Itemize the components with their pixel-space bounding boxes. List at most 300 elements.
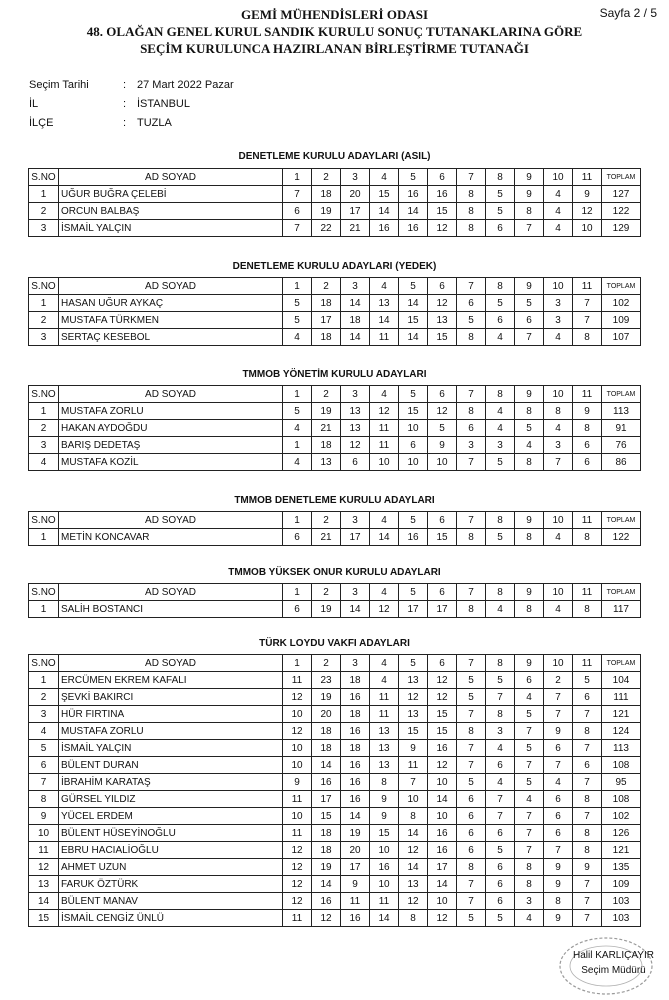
header-name: AD SOYAD — [59, 655, 283, 672]
table-row — [29, 203, 641, 220]
meta-value: İSTANBUL — [137, 98, 190, 110]
vote-count: 13 — [399, 672, 428, 689]
vote-count: 7 — [544, 757, 573, 774]
vote-count: 12 — [428, 403, 457, 420]
vote-count: 18 — [312, 437, 341, 454]
vote-count: 14 — [428, 876, 457, 893]
vote-count: 18 — [341, 740, 370, 757]
vote-count: 4 — [544, 601, 573, 618]
vote-count: 16 — [428, 825, 457, 842]
vote-count: 5 — [486, 842, 515, 859]
table-row — [29, 220, 641, 237]
vote-count: 7 — [573, 740, 602, 757]
header-sno: S.NO — [29, 512, 59, 529]
vote-count: 5 — [283, 295, 312, 312]
header-col-1: 1 — [283, 655, 312, 672]
vote-count: 8 — [515, 529, 544, 546]
vote-count: 13 — [428, 312, 457, 329]
vote-count: 15 — [370, 186, 399, 203]
vote-total: 121 — [602, 706, 641, 723]
vote-count: 19 — [312, 859, 341, 876]
vote-count: 4 — [544, 203, 573, 220]
vote-count: 5 — [457, 774, 486, 791]
vote-total: 109 — [602, 312, 641, 329]
vote-count: 4 — [486, 403, 515, 420]
vote-total: 108 — [602, 757, 641, 774]
vote-count: 14 — [341, 808, 370, 825]
vote-count: 10 — [283, 706, 312, 723]
vote-count: 23 — [312, 672, 341, 689]
vote-count: 5 — [457, 910, 486, 927]
vote-count: 16 — [312, 774, 341, 791]
table-row — [29, 403, 641, 420]
vote-count: 13 — [341, 420, 370, 437]
header-col-3: 3 — [341, 169, 370, 186]
vote-count: 8 — [573, 529, 602, 546]
vote-count: 12 — [428, 295, 457, 312]
vote-count: 13 — [399, 876, 428, 893]
vote-count: 8 — [399, 808, 428, 825]
vote-count: 18 — [341, 312, 370, 329]
header-col-1: 1 — [283, 512, 312, 529]
vote-count: 7 — [399, 774, 428, 791]
vote-count: 12 — [428, 689, 457, 706]
header-col-11: 11 — [573, 169, 602, 186]
vote-count: 4 — [544, 774, 573, 791]
row-number: 2 — [29, 203, 59, 220]
vote-count: 6 — [486, 876, 515, 893]
vote-count: 16 — [428, 842, 457, 859]
header-col-3: 3 — [341, 278, 370, 295]
results-table — [28, 168, 641, 237]
vote-count: 9 — [370, 808, 399, 825]
vote-count: 13 — [399, 706, 428, 723]
vote-count: 16 — [312, 893, 341, 910]
vote-count: 9 — [544, 859, 573, 876]
vote-count: 14 — [399, 295, 428, 312]
vote-count: 4 — [486, 774, 515, 791]
header-col-6: 6 — [428, 584, 457, 601]
row-number: 1 — [29, 186, 59, 203]
vote-count: 6 — [486, 859, 515, 876]
vote-count: 4 — [515, 437, 544, 454]
vote-count: 14 — [370, 910, 399, 927]
vote-count: 16 — [341, 723, 370, 740]
vote-count: 8 — [573, 723, 602, 740]
vote-count: 10 — [428, 454, 457, 471]
vote-count: 5 — [283, 403, 312, 420]
vote-count: 11 — [370, 689, 399, 706]
table-header-row — [29, 278, 641, 295]
row-number: 2 — [29, 420, 59, 437]
vote-count: 14 — [370, 312, 399, 329]
vote-count: 4 — [515, 791, 544, 808]
candidate-name: MUSTAFA KOZİL — [59, 454, 283, 471]
header-col-11: 11 — [573, 655, 602, 672]
row-number: 9 — [29, 808, 59, 825]
vote-count: 10 — [283, 757, 312, 774]
vote-count: 19 — [312, 403, 341, 420]
candidate-name: UĞUR BUĞRA ÇELEBİ — [59, 186, 283, 203]
vote-count: 8 — [515, 859, 544, 876]
candidate-name: MUSTAFA ZORLU — [59, 723, 283, 740]
vote-count: 11 — [370, 437, 399, 454]
table-row — [29, 689, 641, 706]
row-number: 4 — [29, 454, 59, 471]
header-col-7: 7 — [457, 386, 486, 403]
vote-count: 6 — [457, 842, 486, 859]
header-total: TOPLAM — [602, 584, 641, 601]
header-col-10: 10 — [544, 169, 573, 186]
header-col-2: 2 — [312, 655, 341, 672]
vote-count: 6 — [486, 220, 515, 237]
table-header-row — [29, 584, 641, 601]
meta-colon: : — [123, 98, 127, 110]
header-col-5: 5 — [399, 386, 428, 403]
row-number: 7 — [29, 774, 59, 791]
vote-count: 9 — [544, 876, 573, 893]
header-sno: S.NO — [29, 386, 59, 403]
vote-count: 12 — [283, 723, 312, 740]
vote-count: 4 — [544, 220, 573, 237]
header-total: TOPLAM — [602, 278, 641, 295]
vote-count: 5 — [515, 774, 544, 791]
table-row — [29, 672, 641, 689]
meta-colon: : — [123, 79, 127, 91]
vote-count: 18 — [312, 825, 341, 842]
vote-count: 10 — [399, 791, 428, 808]
vote-count: 7 — [544, 454, 573, 471]
vote-count: 21 — [312, 529, 341, 546]
vote-count: 12 — [370, 403, 399, 420]
header-col-11: 11 — [573, 278, 602, 295]
header-total: TOPLAM — [602, 169, 641, 186]
vote-count: 4 — [515, 689, 544, 706]
header-col-4: 4 — [370, 386, 399, 403]
header-name: AD SOYAD — [59, 278, 283, 295]
vote-count: 9 — [399, 740, 428, 757]
vote-count: 5 — [486, 910, 515, 927]
candidate-name: YÜCEL ERDEM — [59, 808, 283, 825]
vote-count: 9 — [515, 186, 544, 203]
vote-count: 7 — [457, 740, 486, 757]
header-col-3: 3 — [341, 512, 370, 529]
header-col-8: 8 — [486, 386, 515, 403]
vote-count: 12 — [428, 220, 457, 237]
section-title: TÜRK LOYDU VAKFI ADAYLARI — [259, 638, 410, 649]
vote-count: 1 — [283, 437, 312, 454]
candidate-name: BARIŞ DEDETAŞ — [59, 437, 283, 454]
table-row — [29, 295, 641, 312]
row-number: 14 — [29, 893, 59, 910]
row-number: 4 — [29, 723, 59, 740]
vote-count: 18 — [312, 723, 341, 740]
vote-count: 7 — [486, 791, 515, 808]
vote-count: 19 — [312, 689, 341, 706]
row-number: 1 — [29, 403, 59, 420]
vote-count: 16 — [370, 859, 399, 876]
vote-total: 107 — [602, 329, 641, 346]
vote-count: 5 — [486, 203, 515, 220]
vote-count: 10 — [283, 808, 312, 825]
header-col-11: 11 — [573, 386, 602, 403]
vote-count: 8 — [573, 791, 602, 808]
header-col-1: 1 — [283, 386, 312, 403]
section-title: TMMOB YÖNETİM KURULU ADAYLARI — [242, 369, 427, 380]
vote-count: 8 — [544, 403, 573, 420]
header-name: AD SOYAD — [59, 584, 283, 601]
vote-total: 91 — [602, 420, 641, 437]
vote-count: 6 — [544, 740, 573, 757]
table-row — [29, 601, 641, 618]
vote-count: 10 — [428, 893, 457, 910]
candidate-name: EBRU HACIALİOĞLU — [59, 842, 283, 859]
vote-count: 11 — [370, 893, 399, 910]
vote-count: 13 — [312, 454, 341, 471]
vote-count: 6 — [457, 808, 486, 825]
header-col-1: 1 — [283, 169, 312, 186]
candidate-name: FARUK ÖZTÜRK — [59, 876, 283, 893]
vote-count: 14 — [370, 203, 399, 220]
vote-total: 104 — [602, 672, 641, 689]
candidate-name: GÜRSEL YILDIZ — [59, 791, 283, 808]
header-col-3: 3 — [341, 584, 370, 601]
vote-count: 6 — [515, 312, 544, 329]
vote-count: 9 — [573, 403, 602, 420]
vote-count: 7 — [283, 186, 312, 203]
vote-count: 8 — [515, 203, 544, 220]
header-col-6: 6 — [428, 169, 457, 186]
candidate-name: ORCUN BALBAŞ — [59, 203, 283, 220]
vote-count: 6 — [515, 672, 544, 689]
results-table — [28, 583, 641, 618]
vote-count: 8 — [457, 186, 486, 203]
section-title: TMMOB DENETLEME KURULU ADAYLARI — [234, 495, 435, 506]
results-table — [28, 385, 641, 471]
header-col-10: 10 — [544, 655, 573, 672]
table-row — [29, 437, 641, 454]
vote-count: 8 — [573, 601, 602, 618]
candidate-name: ŞEVKİ BAKIRCI — [59, 689, 283, 706]
candidate-name: SALİH BOSTANCI — [59, 601, 283, 618]
vote-total: 102 — [602, 808, 641, 825]
vote-count: 14 — [341, 329, 370, 346]
header-col-9: 9 — [515, 169, 544, 186]
doc-title: SEÇİM KURULUNCA HAZIRLANAN BİRLEŞTİRME TUTANAĞI — [140, 41, 529, 56]
vote-count: 8 — [457, 601, 486, 618]
vote-count: 13 — [370, 740, 399, 757]
row-number: 10 — [29, 825, 59, 842]
vote-count: 12 — [283, 893, 312, 910]
vote-count: 15 — [428, 529, 457, 546]
vote-count: 16 — [341, 757, 370, 774]
vote-count: 10 — [428, 774, 457, 791]
vote-count: 7 — [457, 454, 486, 471]
meta-label: İLÇE — [29, 117, 54, 129]
header-name: AD SOYAD — [59, 169, 283, 186]
vote-count: 12 — [283, 689, 312, 706]
vote-count: 18 — [341, 672, 370, 689]
vote-count: 14 — [370, 529, 399, 546]
vote-total: 117 — [602, 601, 641, 618]
vote-count: 5 — [515, 706, 544, 723]
vote-count: 11 — [370, 420, 399, 437]
vote-count: 18 — [341, 706, 370, 723]
candidate-name: MUSTAFA TÜRKMEN — [59, 312, 283, 329]
vote-count: 6 — [486, 893, 515, 910]
table-row — [29, 774, 641, 791]
vote-count: 8 — [486, 706, 515, 723]
vote-count: 15 — [399, 312, 428, 329]
vote-count: 14 — [312, 757, 341, 774]
header-col-4: 4 — [370, 169, 399, 186]
candidate-name: BÜLENT DURAN — [59, 757, 283, 774]
vote-count: 8 — [573, 825, 602, 842]
vote-count: 11 — [370, 706, 399, 723]
vote-count: 14 — [341, 601, 370, 618]
vote-count: 12 — [283, 859, 312, 876]
vote-count: 16 — [399, 186, 428, 203]
row-number: 6 — [29, 757, 59, 774]
vote-count: 17 — [312, 791, 341, 808]
vote-total: 86 — [602, 454, 641, 471]
header-col-11: 11 — [573, 512, 602, 529]
row-number: 1 — [29, 672, 59, 689]
header-col-9: 9 — [515, 655, 544, 672]
candidate-name: İBRAHİM KARATAŞ — [59, 774, 283, 791]
header-col-9: 9 — [515, 386, 544, 403]
vote-count: 4 — [283, 329, 312, 346]
candidate-name: SERTAÇ KESEBOL — [59, 329, 283, 346]
table-row — [29, 842, 641, 859]
row-number: 8 — [29, 791, 59, 808]
vote-count: 10 — [399, 420, 428, 437]
meta-district — [29, 117, 172, 129]
vote-count: 17 — [428, 859, 457, 876]
header-col-2: 2 — [312, 512, 341, 529]
row-number: 3 — [29, 220, 59, 237]
vote-count: 12 — [283, 842, 312, 859]
vote-count: 10 — [370, 454, 399, 471]
candidate-name: İSMAİL CENGİZ ÜNLÜ — [59, 910, 283, 927]
vote-count: 12 — [283, 876, 312, 893]
vote-count: 17 — [428, 601, 457, 618]
section-title: TMMOB YÜKSEK ONUR KURULU ADAYLARI — [228, 567, 441, 578]
vote-count: 4 — [283, 420, 312, 437]
results-table — [28, 511, 641, 546]
vote-count: 6 — [457, 825, 486, 842]
results-table — [28, 277, 641, 346]
vote-count: 4 — [486, 329, 515, 346]
vote-count: 3 — [544, 295, 573, 312]
candidate-name: İSMAİL YALÇIN — [59, 740, 283, 757]
vote-count: 16 — [341, 689, 370, 706]
vote-count: 14 — [312, 876, 341, 893]
vote-count: 7 — [573, 312, 602, 329]
vote-total: 113 — [602, 403, 641, 420]
vote-count: 11 — [283, 910, 312, 927]
header-col-7: 7 — [457, 584, 486, 601]
vote-count: 3 — [486, 437, 515, 454]
vote-count: 14 — [399, 859, 428, 876]
vote-total: 122 — [602, 529, 641, 546]
header-col-5: 5 — [399, 278, 428, 295]
header-col-1: 1 — [283, 278, 312, 295]
org-title: GEMİ MÜHENDİSLERİ ODASI — [240, 7, 429, 22]
table-row — [29, 420, 641, 437]
header-col-2: 2 — [312, 584, 341, 601]
table-row — [29, 186, 641, 203]
meta-value: TUZLA — [137, 117, 172, 129]
header-col-2: 2 — [312, 278, 341, 295]
candidate-name: BÜLENT MANAV — [59, 893, 283, 910]
table-row — [29, 808, 641, 825]
header-col-1: 1 — [283, 584, 312, 601]
vote-count: 7 — [573, 893, 602, 910]
vote-count: 5 — [457, 672, 486, 689]
vote-count: 14 — [399, 825, 428, 842]
vote-count: 17 — [341, 203, 370, 220]
vote-count: 8 — [544, 893, 573, 910]
header-total: TOPLAM — [602, 386, 641, 403]
vote-count: 13 — [370, 295, 399, 312]
vote-count: 18 — [312, 186, 341, 203]
vote-total: 124 — [602, 723, 641, 740]
header-col-9: 9 — [515, 584, 544, 601]
vote-count: 7 — [573, 910, 602, 927]
table-header-row — [29, 512, 641, 529]
header-sno: S.NO — [29, 169, 59, 186]
vote-count: 7 — [544, 689, 573, 706]
vote-count: 15 — [428, 203, 457, 220]
vote-count: 17 — [312, 312, 341, 329]
vote-count: 16 — [341, 791, 370, 808]
vote-count: 8 — [515, 601, 544, 618]
vote-count: 7 — [283, 220, 312, 237]
vote-count: 8 — [515, 876, 544, 893]
vote-count: 14 — [399, 329, 428, 346]
vote-count: 9 — [573, 859, 602, 876]
meta-colon: : — [123, 117, 127, 129]
vote-count: 16 — [399, 529, 428, 546]
vote-count: 16 — [341, 910, 370, 927]
vote-count: 5 — [486, 186, 515, 203]
vote-total: 102 — [602, 295, 641, 312]
candidate-name: METİN KONCAVAR — [59, 529, 283, 546]
vote-count: 11 — [283, 672, 312, 689]
vote-total: 111 — [602, 689, 641, 706]
vote-count: 4 — [544, 529, 573, 546]
section-title: DENETLEME KURULU ADAYLARI (YEDEK) — [232, 261, 437, 272]
vote-count: 16 — [428, 740, 457, 757]
vote-count: 7 — [573, 706, 602, 723]
vote-count: 10 — [573, 220, 602, 237]
vote-count: 7 — [573, 774, 602, 791]
vote-count: 10 — [370, 842, 399, 859]
vote-count: 9 — [428, 437, 457, 454]
vote-count: 21 — [341, 220, 370, 237]
vote-count: 6 — [399, 437, 428, 454]
vote-count: 9 — [573, 186, 602, 203]
table-row — [29, 329, 641, 346]
vote-total: 121 — [602, 842, 641, 859]
vote-count: 5 — [428, 420, 457, 437]
header-col-5: 5 — [399, 584, 428, 601]
vote-total: 76 — [602, 437, 641, 454]
meta-value: 27 Mart 2022 Pazar — [137, 79, 234, 91]
row-number: 1 — [29, 295, 59, 312]
header-col-3: 3 — [341, 386, 370, 403]
